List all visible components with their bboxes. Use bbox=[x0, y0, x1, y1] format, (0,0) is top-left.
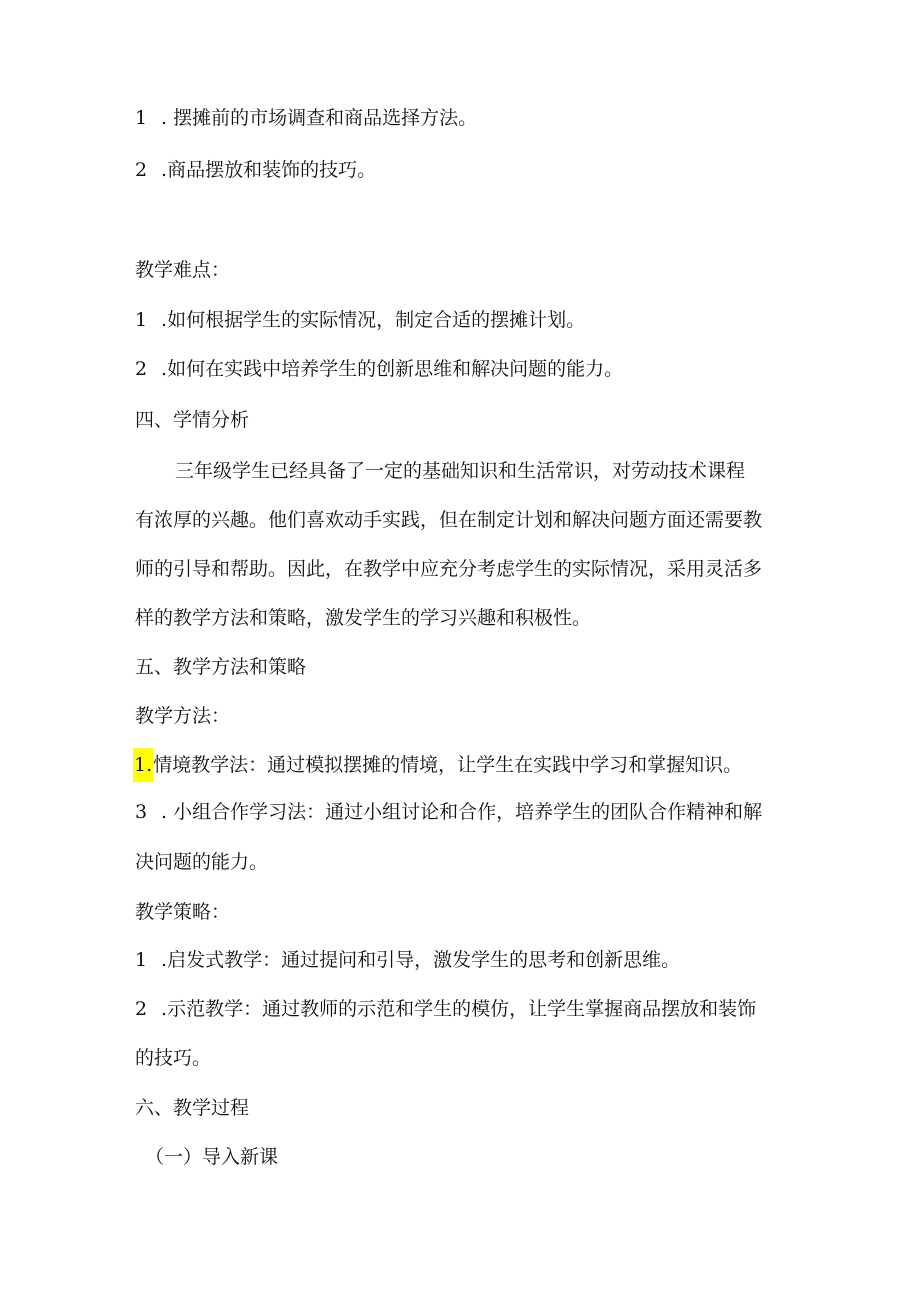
strategies-heading: 教学策略： bbox=[135, 901, 231, 923]
method-item bbox=[133, 748, 742, 782]
list-text: . 摆摊前的市场调查和商品选择方法。 bbox=[155, 107, 478, 129]
key-point-item bbox=[135, 106, 477, 130]
list-number: 3 bbox=[135, 801, 148, 823]
section-heading: 六、教学过程 bbox=[135, 1097, 250, 1119]
list-number: 2 bbox=[135, 358, 148, 380]
section-heading: 五、教学方法和策略 bbox=[135, 656, 307, 678]
paragraph-line: 的技巧。 bbox=[135, 1047, 212, 1069]
key-point-item bbox=[135, 158, 376, 182]
list-text: .启发式教学：通过提问和引导，激发学生的思考和创新思维。 bbox=[155, 949, 681, 971]
list-text: . 小组合作学习法：通过小组讨论和合作，培养学生的团队合作精神和解 bbox=[155, 801, 763, 823]
paragraph-line: 三年级学生已经具备了一定的基础知识和生活常识，对劳动技术课程 bbox=[175, 460, 746, 482]
section-heading: 四、学情分析 bbox=[135, 409, 250, 431]
list-number: 1 bbox=[135, 107, 148, 129]
list-text: 情境教学法：通过模拟摆摊的情境，让学生在实践中学习和掌握知识。 bbox=[153, 754, 743, 776]
method-item bbox=[135, 800, 762, 824]
list-number: 1 bbox=[135, 949, 148, 971]
difficulty-item bbox=[135, 308, 585, 332]
list-text: .商品摆放和装饰的技巧。 bbox=[155, 159, 377, 181]
subsection-heading: （一）导入新课 bbox=[145, 1146, 279, 1168]
paragraph-line: 样的教学方法和策略，激发学生的学习兴趣和积极性。 bbox=[135, 607, 592, 629]
list-text: .如何根据学生的实际情况，制定合适的摆摊计划。 bbox=[155, 309, 586, 331]
paragraph-line: 决问题的能力。 bbox=[135, 851, 269, 873]
list-number: 1 bbox=[135, 309, 148, 331]
difficulties-heading: 教学难点： bbox=[135, 259, 231, 281]
list-text: .示范教学：通过教师的示范和学生的模仿，让学生掌握商品摆放和装饰 bbox=[155, 998, 757, 1020]
list-number: 2 bbox=[135, 998, 148, 1020]
difficulty-item bbox=[135, 357, 623, 381]
strategy-item bbox=[135, 948, 680, 972]
paragraph-line: 师的引导和帮助。因此，在教学中应充分考虑学生的实际情况，采用灵活多 bbox=[135, 558, 763, 580]
paragraph-line: 有浓厚的兴趣。他们喜欢动手实践，但在制定计划和解决问题方面还需要教 bbox=[135, 509, 763, 531]
list-number: 2 bbox=[135, 159, 148, 181]
list-text: .如何在实践中培养学生的创新思维和解决问题的能力。 bbox=[155, 358, 624, 380]
methods-heading: 教学方法： bbox=[135, 705, 231, 727]
strategy-item bbox=[135, 997, 756, 1021]
highlighted-number: 1. bbox=[133, 748, 153, 782]
